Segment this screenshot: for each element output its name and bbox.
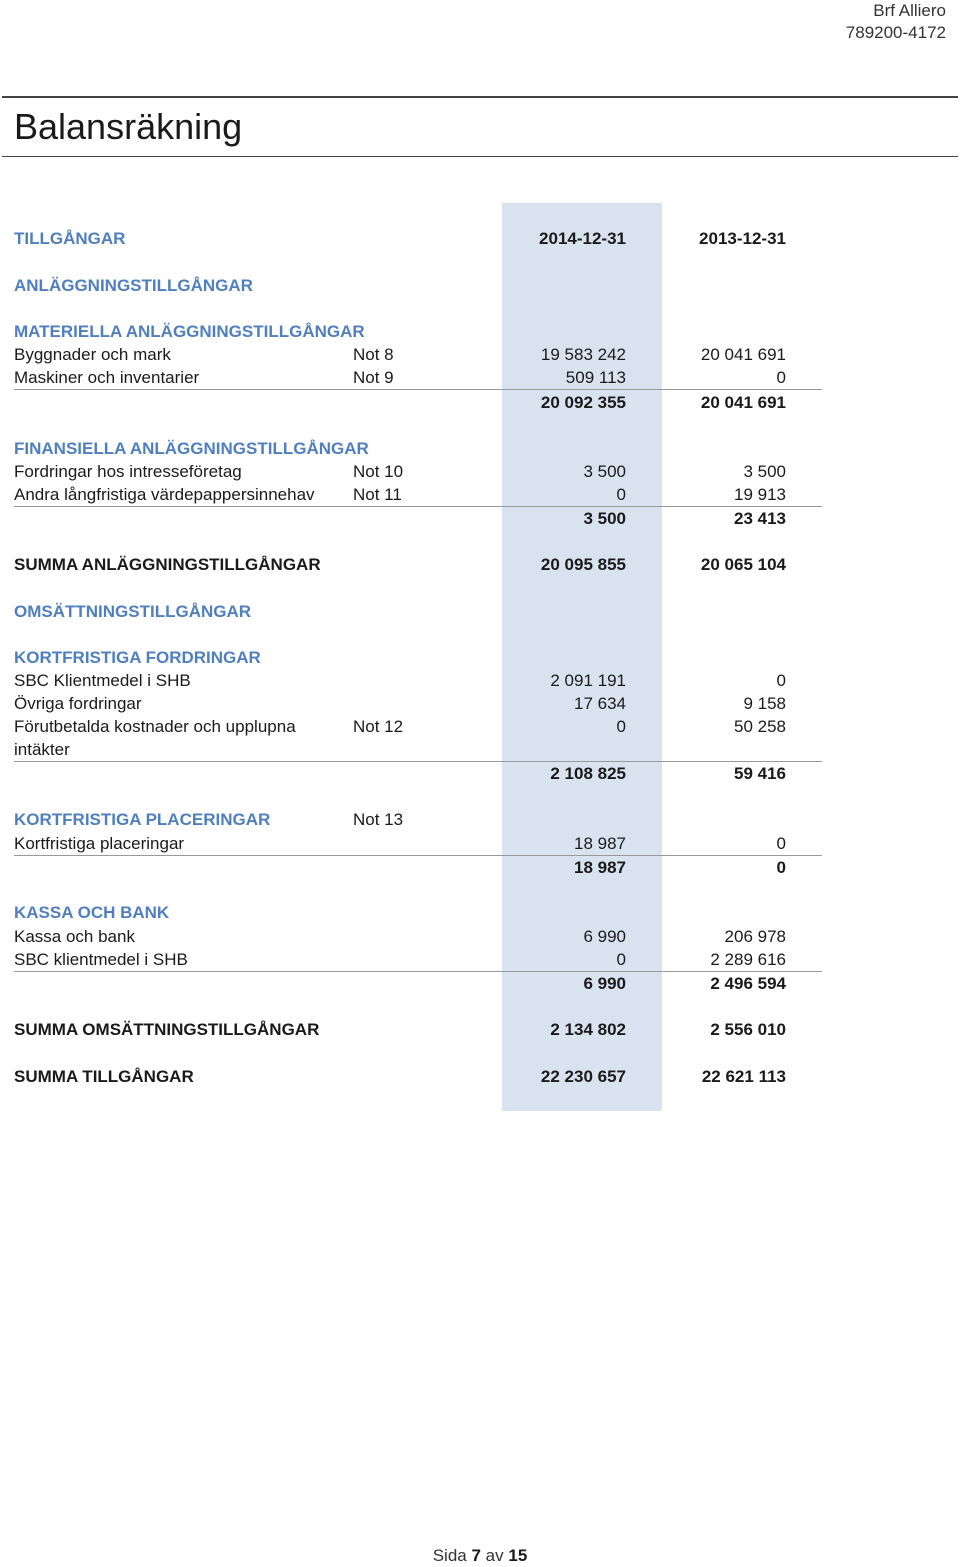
- subtotal-row: [14, 972, 822, 995]
- total-previous: 2 556 010: [710, 1020, 786, 1039]
- fixed-assets-heading: ANLÄGGNINGSTILLGÅNGAR: [14, 276, 253, 295]
- row-note: Not 12: [353, 717, 404, 736]
- row-value-previous: 0: [776, 834, 786, 853]
- row-value-current: 17 634: [574, 694, 626, 713]
- grand-total-row: [14, 1065, 822, 1088]
- year-previous-header: 2013-12-31: [699, 229, 786, 248]
- row-value-current: 19 583 242: [540, 345, 626, 364]
- total-label-text: SUMMA ANLÄGGNINGSTILLGÅNGAR: [14, 555, 321, 574]
- table-row: [14, 692, 822, 715]
- section-heading: [14, 274, 822, 297]
- subtotal-row: [14, 856, 822, 879]
- page-total: 15: [508, 1546, 528, 1565]
- row-value-previous: 50 258: [734, 717, 786, 736]
- subtotal-previous: 2 496 594: [710, 974, 786, 993]
- total-current: 20 095 855: [540, 555, 626, 574]
- subtotal-current: 18 987: [574, 858, 626, 877]
- section-heading: [14, 646, 822, 669]
- section-heading: [14, 901, 822, 924]
- section-heading: [14, 808, 822, 831]
- year-current-header: 2014-12-31: [539, 229, 626, 248]
- org-number: 789200-4172: [845, 23, 946, 42]
- row-note: Not 11: [353, 485, 402, 504]
- table-row: [14, 483, 822, 507]
- row-value-current: 2 091 191: [550, 671, 626, 690]
- total-label: [14, 553, 321, 576]
- row-value-previous: 0: [776, 671, 786, 690]
- row-label: Kassa och bank: [14, 927, 135, 946]
- row-value-previous: 20 041 691: [700, 345, 786, 364]
- cash-bank-heading: KASSA OCH BANK: [14, 903, 170, 922]
- grand-total-previous: 22 621 113: [701, 1067, 786, 1086]
- table-row: [14, 948, 822, 972]
- grand-total-current: 22 230 657: [540, 1067, 626, 1086]
- row-label: Fordringar hos intresseföretag: [14, 462, 242, 481]
- row-note: Not 9: [353, 368, 394, 387]
- document-header: [846, 0, 946, 44]
- row-label: SBC Klientmedel i SHB: [14, 671, 191, 690]
- section-heading: [14, 320, 822, 343]
- short-term-investments-heading: KORTFRISTIGA PLACERINGAR: [14, 810, 271, 829]
- total-row: [14, 553, 822, 576]
- subtotal-previous: 0: [776, 858, 786, 877]
- table-row: [14, 366, 822, 390]
- row-value-previous: 206 978: [724, 927, 786, 946]
- subtotal-row: [14, 391, 822, 414]
- row-value-previous: 9 158: [743, 694, 786, 713]
- title-bottom-rule: [2, 156, 958, 157]
- column-header-row: [14, 227, 822, 250]
- subtotal-current: 2 108 825: [550, 764, 626, 783]
- short-term-receivables-heading: KORTFRISTIGA FORDRINGAR: [14, 648, 261, 667]
- row-value-previous: 3 500: [743, 462, 786, 481]
- row-value-current: 18 987: [574, 834, 626, 853]
- row-label: Byggnader och mark: [14, 345, 171, 364]
- financial-assets-heading: FINANSIELLA ANLÄGGNINGSTILLGÅNGAR: [14, 439, 369, 458]
- section-note: Not 13: [353, 810, 404, 829]
- table-row: [14, 669, 822, 692]
- assets-heading: TILLGÅNGAR: [14, 229, 126, 248]
- page-title: Balansräkning: [14, 106, 243, 147]
- current-assets-heading: OMSÄTTNINGSTILLGÅNGAR: [14, 602, 252, 621]
- row-value-current: 0: [616, 950, 626, 969]
- table-row: [14, 925, 822, 948]
- section-heading: [14, 437, 822, 460]
- table-row: [14, 343, 822, 366]
- row-label: SBC klientmedel i SHB: [14, 950, 188, 969]
- row-value-current: 509 113: [565, 368, 626, 387]
- page-prefix: Sida: [432, 1546, 467, 1565]
- row-label: Andra långfristiga värdepappersinnehav: [14, 485, 315, 504]
- subtotal-row: [14, 762, 822, 785]
- page-sep: av: [485, 1546, 504, 1565]
- row-note: Not 8: [353, 345, 394, 364]
- row-value-current: 3 500: [583, 462, 626, 481]
- row-label: Förutbetalda kostnader och upplupna intäkter: [14, 717, 296, 759]
- row-value-previous: 0: [776, 368, 786, 387]
- table-row: [14, 832, 822, 856]
- subtotal-current: 20 092 355: [540, 393, 626, 412]
- row-label: Kortfristiga placeringar: [14, 834, 185, 853]
- table-row: [14, 460, 822, 483]
- subtotal-previous: 20 041 691: [700, 393, 786, 412]
- row-value-previous: 19 913: [734, 485, 786, 504]
- subtotal-current: 3 500: [583, 509, 626, 528]
- row-value-previous: 2 289 616: [710, 950, 786, 969]
- row-note: Not 10: [353, 462, 404, 481]
- grand-total-label: SUMMA TILLGÅNGAR: [14, 1067, 194, 1086]
- subtotal-previous: 23 413: [734, 509, 786, 528]
- row-value-current: 6 990: [583, 927, 626, 946]
- org-name: Brf Alliero: [873, 1, 946, 20]
- total-current: 2 134 802: [550, 1020, 626, 1039]
- subtotal-previous: 59 416: [734, 764, 786, 783]
- row-value-current: 0: [616, 485, 626, 504]
- subtotal-current: 6 990: [583, 974, 626, 993]
- page-number: 7: [471, 1546, 481, 1565]
- table-row: [14, 715, 822, 762]
- subtotal-row: [14, 507, 822, 530]
- total-row: [14, 1018, 822, 1041]
- title-top-rule: [2, 96, 958, 98]
- total-label: SUMMA OMSÄTTNINGSTILLGÅNGAR: [14, 1020, 320, 1039]
- section-heading: [14, 600, 822, 623]
- row-label: Maskiner och inventarier: [14, 368, 200, 387]
- tangible-assets-heading: MATERIELLA ANLÄGGNINGSTILLGÅNGAR: [14, 322, 365, 341]
- page-footer: [0, 1545, 960, 1567]
- row-value-current: 0: [616, 717, 626, 736]
- total-previous: 20 065 104: [700, 555, 786, 574]
- row-label: Övriga fordringar: [14, 694, 142, 713]
